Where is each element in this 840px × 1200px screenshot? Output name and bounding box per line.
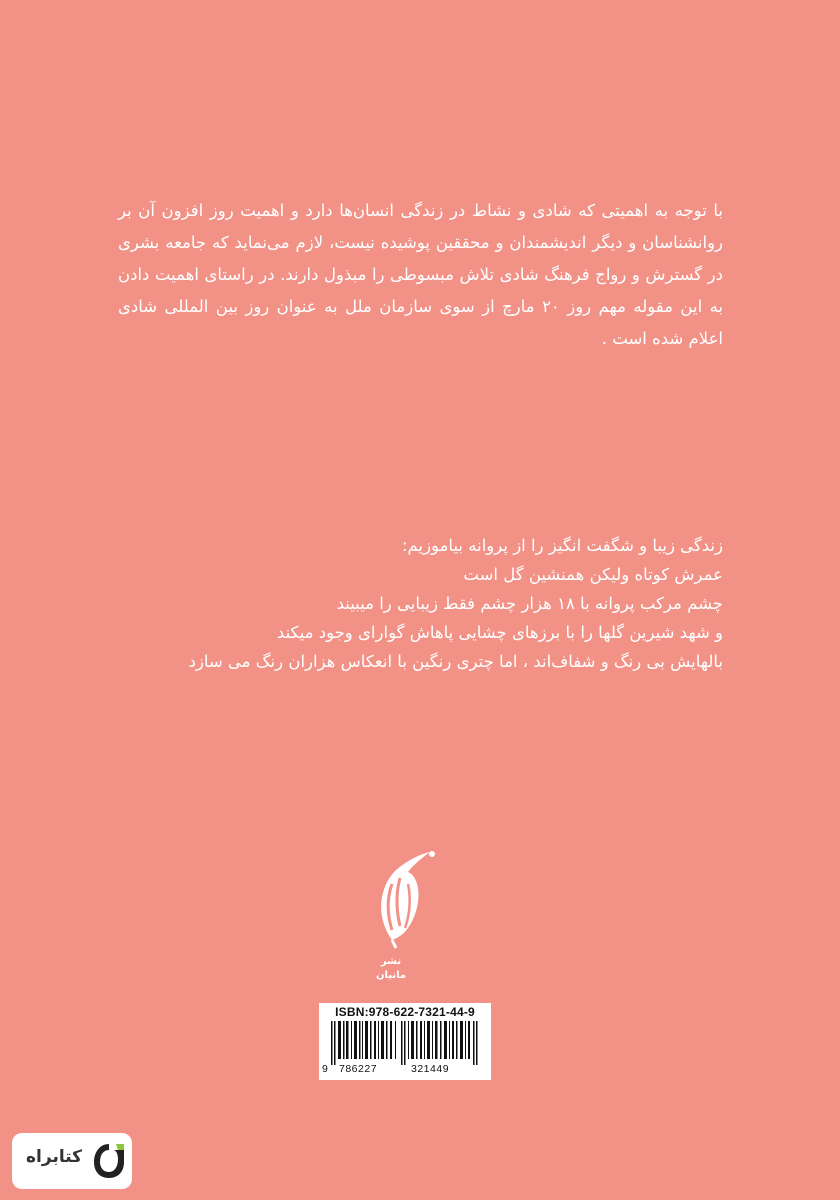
intro-paragraph: با توجه به اهمیتی که شادی و نشاط در زندگی انسان‌ها دارد و اهمیت روز افزون آن بر روانشناسان و دیگر اندیشمندان و محققین پوشیده نیست، لازم می‌نماید که جامعه بشری در گسترش و رواج فرهنگ شادی تلاش مبسوطی را مبذول دارند. در راستای اهمیت دادن به این مقوله مهم روز ۲۰ مارچ از سوی سازمان ملل به عنوان روز بین المللی شادی اعلام شده است .	[118, 201, 724, 348]
butterfly-line: چشم مرکب پروانه با ۱۸ هزار چشم فقط زیبایی را میبیند	[336, 594, 723, 613]
barcode-digits-mid: 786227	[339, 1063, 378, 1075]
isbn-barcode	[319, 1003, 491, 1080]
butterfly-line: و شهد شیرین گلها را با برزهای چشایی پاهاش گوارای وجود میکند	[276, 623, 723, 642]
isbn-label: ISBN:978-622-7321-44-9	[335, 1005, 475, 1019]
butterfly-paragraph	[118, 531, 723, 676]
barcode-bars-icon	[329, 1021, 479, 1065]
butterfly-line: زندگی زیبا و شگفت انگیز را از پروانه بیاموزیم:	[401, 536, 723, 555]
barcode-digits-last: 321449	[411, 1063, 450, 1075]
barcode-digit-first: 9	[322, 1063, 329, 1075]
publisher-name-line2: مانیان	[375, 970, 407, 981]
publisher-name-line1: نشر	[380, 956, 402, 967]
ketabrah-watermark[interactable]	[12, 1133, 132, 1189]
butterfly-line: عمرش کوتاه ولیکن همنشین گل است	[463, 565, 723, 584]
watermark-text: کتابراه	[26, 1147, 83, 1167]
ketabrah-logo-icon	[92, 1142, 126, 1180]
butterfly-line: بالهایش بی رنگ و شفاف‌اند ، اما چتری رنگین با انعکاس هزاران رنگ می سازد	[188, 652, 723, 671]
